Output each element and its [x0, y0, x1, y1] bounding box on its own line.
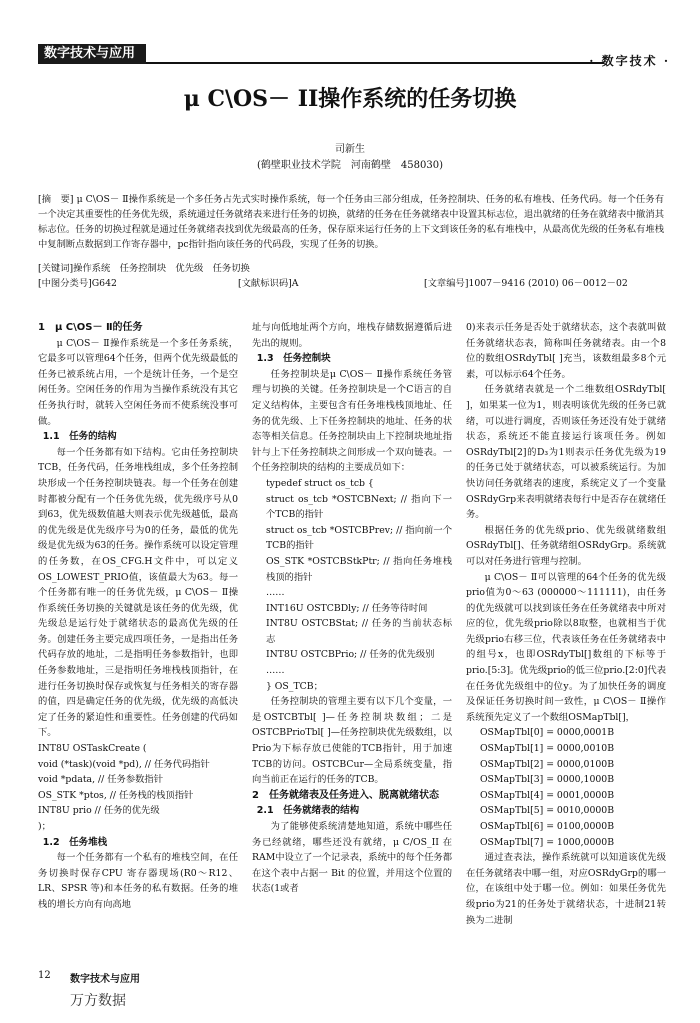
paragraph: 址与向低地址两个方向，堆栈存储数据遵循后进先出的规则。 — [252, 322, 452, 349]
paragraph: OSMapTbl[4] = 0001,0000B — [479, 789, 615, 801]
paragraph: 任务就绪表就是一个二维数组OSRdyTbl[ ]，如果某一位为1，则表明该优先级的任务已就绪，可以进行调度，否则该任务还没有处于就绪状态，系统还不能直接运行该项任务。例如OSRdyTbl[2]的D₃为1则表示任务优先级为19的任务已处于就绪状态，可以被系统运行。为加快访问任务就绪表的速度，系统定义了一个变量OSRdyGrp来表明就绪表每行中是否存在就绪任务。 — [466, 384, 666, 521]
paragraph: OSMapTbl[5] = 0010,0000B — [479, 805, 615, 817]
paper-title: μ C\OS－ II操作系统的任务切换 — [183, 86, 517, 112]
section-label: · 数字技术 · — [589, 54, 670, 68]
paragraph: 根据任务的优先级prio、优先级就绪数组OSRdyTbl[]、任务就绪组OSRdyGrp。系统就可以对任务进行管理与控制。 — [466, 524, 666, 567]
paragraph: μ C\OS－ Ⅱ可以管理的64个任务的优先级prio值为0～63 (000000～111111)，由任务的优先级就可以找到该任务在任务就绪表中所对应的位，优先级prio除以8取整，也就相当于优先级prio右移三位，代表该任务在任务就绪表中的组号x，也即OSRdyTbl[]数组的下标等于prio.[5:3]。优先级prio的低三位prio.[2:0]代表在任务优先级组中的位y。为了加快任务的调度及保证任务切换时间一致性，μ C\OS－ Ⅱ操作系统预先定义了一个数组OSMapTbl[]， — [466, 571, 666, 723]
section-heading: 1.3 任务控制块 — [256, 353, 331, 365]
section-heading: 2 任务就绪表及任务进入、脱离就绪状态 — [252, 789, 439, 801]
paragraph: OSMapTbl[1] = 0000,0010B — [479, 743, 615, 755]
paragraph: 0)来表示任务是否处于就绪状态，这个表就叫做任务就绪状态表，简称叫任务就绪表。由一个8位的数组OSRdyTbl[ ]充当，该数组最多8个元素，可以标示64个任务。 — [466, 322, 666, 380]
doc-code: [文献标识码]A — [238, 278, 299, 289]
affiliation: (鹤壁职业技术学院 河南鹤壁 458030) — [257, 160, 443, 171]
section-heading: 1.1 任务的结构 — [42, 431, 117, 443]
paragraph: OS_STK *OSTCBStkPtr; // 指向任务堆栈栈顶的指针 — [265, 555, 452, 583]
section-heading: 1.2 任务堆栈 — [42, 836, 108, 848]
paragraph: struct os_tcb *OSTCBNext; // 指向下一个TCB的指针 — [265, 493, 452, 521]
paragraph: OSMapTbl[3] = 0000,1000B — [479, 774, 615, 786]
paragraph: OSMapTbl[2] = 0000,0100B — [479, 758, 615, 770]
paragraph: struct os_tcb *OSTCBPrev; // 指向前一个TCB的指针 — [265, 524, 452, 552]
paragraph: typedef struct os_tcb { — [265, 477, 374, 489]
paragraph: void *pdata, // 任务参数指针 — [38, 774, 164, 786]
paragraph: OSMapTbl[6] = 0100,0000B — [479, 821, 615, 832]
author: 司新生 — [335, 144, 365, 155]
paragraph: …… — [265, 665, 285, 677]
paragraph: INT8U prio // 任务的优先级 — [38, 805, 160, 817]
keywords: [关键词]操作系统 任务控制块 优先级 任务切换 — [38, 263, 250, 274]
paragraph: INT8U OSTaskCreate ( — [38, 743, 147, 755]
section-banner: 数字技术与应用 — [38, 44, 146, 64]
paragraph: INT8U OSTCBStat; // 任务的当前状态标志 — [265, 618, 452, 645]
page-number: 12 — [38, 970, 51, 981]
column-1 — [38, 320, 238, 913]
paragraph: OS_STK *ptos, // 任务栈的栈顶指针 — [38, 789, 194, 801]
paragraph: 每一个任务都有一个私有的堆栈空间，在任务切换时保存CPU 寄存器现场(R0～R12、LR、SPSR 等)和本任务的私有数据。任务的堆栈的增长方向有向高地 — [38, 852, 238, 910]
clc-number: [中图分类号]G642 — [38, 278, 117, 289]
paragraph: 任务控制块的管理主要有以下几个变量，一是OSTCBTbl[ ]—任务控制块数组；二是OSTCBPrioTbl[ ]—任务控制块优先级数组，以Prio为下标存放已使能的TCB指针，用于加速TCB的访问。OSTCBCur—全局系统变量，指向当前正在运行的任务的TCB。 — [252, 696, 452, 786]
paragraph: OSMapTbl[7] = 1000,0000B — [479, 836, 615, 848]
column-3 — [466, 320, 666, 928]
abstract: [摘 要] μ C\OS－ Ⅱ操作系统是一个多任务占先式实时操作系统，每一个任务由三部分组成，任务控制块、任务的私有堆栈、任务代码。每一个任务有一个决定其重要性的任务优先级，系统通过任务就绪表来进行任务的切换，就绪的任务在任务就绪表中设置其标志位，退出就绪的任务在就绪表中撤消其标志位。任务的切换过程就是通过任务就绪表找到优先级最高的任务，保存原来运行任务的上下文到该任务的私有堆栈中，从最高优先级的任务私有堆栈中复制断点数据到工作寄存器中，pc指针指向该任务的代码段，实现了任务的切换。 — [38, 194, 664, 250]
paragraph: μ C\OS－ Ⅱ操作系统是一个多任务系统，它最多可以管理64个任务，但两个优先级最低的任务已被系统占用，一个是统计任务，一个是空闲任务。空闲任务的作用为当操作系统没有其它任务执行时，就转入空闲任务而不使系统没事可做。 — [38, 337, 238, 427]
paragraph: OSMapTbl[0] = 0000,0001B — [479, 727, 615, 739]
section-heading: 2.1 任务就绪表的结构 — [256, 805, 360, 817]
paragraph: …… — [265, 587, 285, 599]
paragraph: )； — [38, 821, 51, 832]
paragraph: INT8U OSTCBPrio; // 任务的优先级别 — [265, 649, 435, 661]
journal-name: 数字技术与应用 — [70, 974, 140, 985]
paragraph: 为了能够使系统清楚地知道，系统中哪些任务已经就绪，哪些还没有就绪，μ C/OS_II 在 RAM中设立了一个记录表，系统中的每个任务都在这个表中占据一 Bit 的位置，并用这个位置的状态(1或者 — [252, 821, 452, 895]
column-2 — [252, 320, 452, 897]
paragraph: 通过查表法，操作系统就可以知道该优先级在任务就绪表中哪一组，对应OSRdyGrp的哪一位，在该组中处于哪一位。例如：如果任务优先级prio为21的任务处于就绪状态，十进制21转换为二进制 — [466, 852, 666, 926]
article-number: [文章编号]1007－9416 (2010) 06－0012－02 — [424, 278, 628, 289]
paragraph: 任务控制块是μ C\OS－ Ⅱ操作系统任务管理与切换的关键。任务控制块是一个C语言的自定义结构体，主要包含有任务堆栈栈顶地址、任务的优先级、上下任务控制块的地址、任务的状态等相关信息。任务控制块由上下控制块地址指针与上下任务控制块之间形成一个双向链表。一个任务控制块的结构的主要成员如下： — [252, 368, 452, 474]
watermark: 万方数据 — [70, 993, 126, 1009]
paragraph: 每一个任务都有如下结构。它由任务控制块TCB，任务代码，任务堆栈组成，多个任务控制块形成一个任务控制块链表。每一个任务在创建时都被分配有一个任务优先级，优先级序号从0到63，优先级数值越大则表示优先级越低，最高的优先级是优先级序号为0的任务，最低的优先级是优先级为63的任务。操作系统可以设定管理的任务数，在OS_CFG.H文件中，可以定义OS_LOWEST_PRIO值，该值最大为63。每一个任务都有唯一的任务优先级，μ C\OS－ Ⅱ操作系统任务切换的关键就是该任务的优先级，优先级总是运行处于就绪状态的最高优先级的任务。创建任务主要完成四项任务，一是指出任务代码存放的地址，二是指明任务参数指针，也即任务参数地址，三是指明任务堆栈栈顶指针，在进行任务切换时保存或恢复与任务相关的寄存器的值，四是确定任务的优先级，优先级的高低决定了任务的紧迫性和重要性。任务创建的代码如下。 — [38, 446, 238, 739]
section-heading: 1 μ C\OS－ Ⅱ的任务 — [38, 322, 143, 333]
paragraph: } OS_TCB； — [265, 680, 323, 692]
paragraph: void (*task)(void *pd), // 任务代码指针 — [38, 758, 210, 770]
header-rule — [146, 62, 604, 64]
paragraph: INT16U OSTCBDly; // 任务等待时间 — [265, 602, 428, 614]
